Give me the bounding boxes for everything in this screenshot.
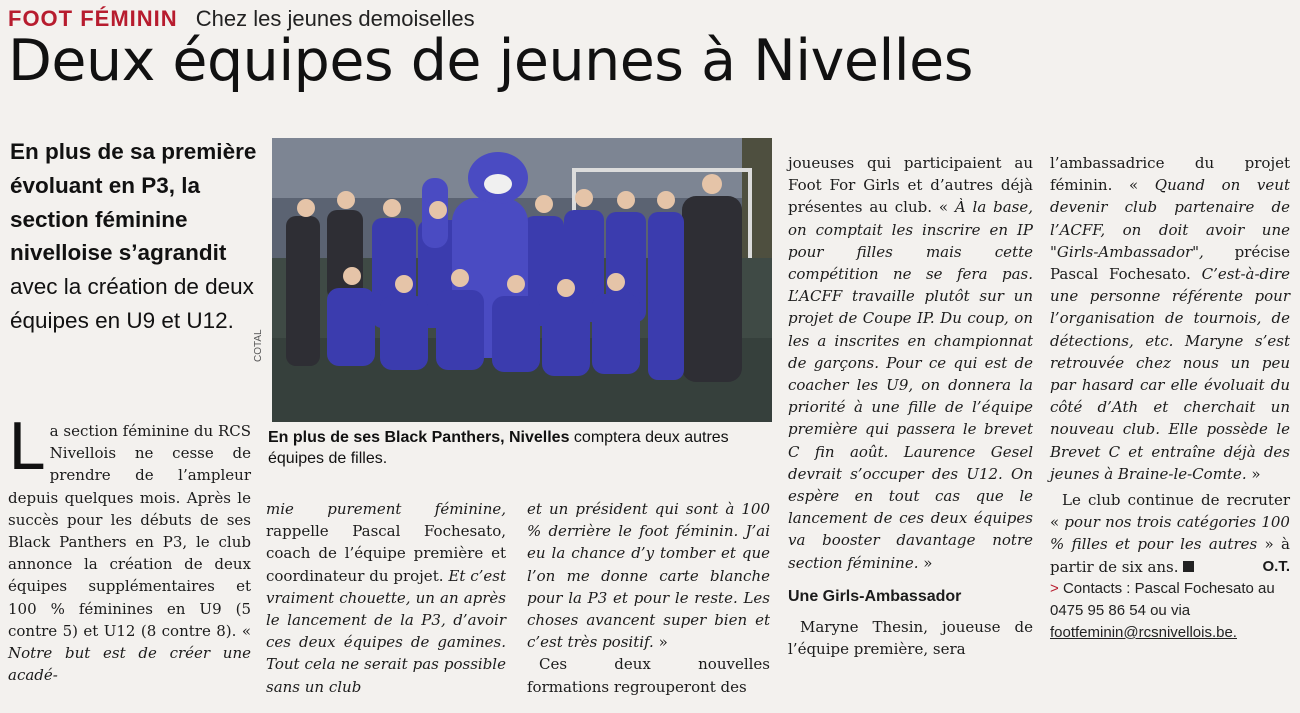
col3-para2: Ces deux nouvelles formations regrouperont des	[527, 655, 770, 696]
caption-rest: comptera deux autres équipes de filles.	[268, 429, 729, 467]
lead-rest: avec la création de deux équipes en U9 et U12.	[10, 274, 254, 333]
article-column-1	[8, 411, 251, 686]
col1-quote: Notre but est de créer une acadé-	[8, 644, 251, 685]
end-mark-icon	[1183, 561, 1194, 572]
col4-close: »	[923, 553, 933, 572]
col5-para2-quote: pour nos trois catégories 100 % filles et pour les autres	[1050, 513, 1290, 554]
col3-close: »	[658, 633, 668, 652]
rubric-label: FOOT FÉMININ	[8, 6, 178, 31]
col1-text: a section féminine du RCS Nivellois ne cesse de prendre de l’ampleur depuis quelques mois. Après le succès pour les débuts de ses Black Panthers en P3, le club annonce la création de deux équipes supplémentaires et 100 % féminines en U9 (5 contre 5) et U12 (8 contre 8). «	[8, 422, 251, 640]
photo-credit: COTAL	[253, 329, 264, 362]
lead-paragraph	[10, 135, 262, 338]
col2-quote2: Et c’est vraiment chouette, un an après le lancement de la P3, d’avoir ces deux équipes de gamines. Tout cela ne serait pas possible sans un club	[266, 566, 506, 696]
article-column-2	[266, 498, 506, 698]
col4-text: joueuses qui participaient au Foot For Girls et d’autres déjà présentes au club. «	[788, 154, 1033, 217]
subheading: Une Girls-Ambassador	[788, 587, 962, 605]
col2-attribution: rappelle Pascal Fochesato, coach de l’équipe première et coordinateur du projet.	[266, 522, 506, 585]
col5-close: »	[1251, 464, 1261, 483]
caption-bold: En plus de ses Black Panthers, Nivelles	[268, 429, 570, 446]
article-column-3	[527, 498, 770, 698]
col5-text: l’ambassadrice du projet féminin. «	[1050, 154, 1290, 195]
contact-email-link[interactable]: footfeminin@rcsnivellois.be.	[1050, 623, 1237, 641]
col5-quote2: C’est-à-dire une personne référente pour l’organisation de tournois, de détections, etc. Maryne s’est retrouvée chez nous un peu par hasard car elle évoluait du côté d’Ath et cherchait un nouveau club. Elle possède le Brevet C et entraîne déjà des jeunes à Braine-le-Comte.	[1050, 265, 1290, 483]
lead-bold: En plus de sa première évoluant en P3, la section féminine nivelloise s’agrandit	[10, 139, 257, 266]
headline: Deux équipes de jeunes à Nivelles	[8, 28, 973, 94]
contacts-box	[1050, 578, 1290, 644]
team-photo	[272, 138, 772, 422]
kicker-text: Chez les jeunes demoiselles	[195, 6, 475, 31]
col4-para2: Maryne Thesin, joueuse de l’équipe première, sera	[788, 618, 1033, 659]
col5-para2-start: Le club continue de recruter «	[1050, 491, 1290, 532]
arrow-icon: >	[1050, 579, 1059, 597]
article-column-4	[788, 152, 1033, 660]
team-photo-illustration	[272, 138, 772, 422]
drop-cap: L	[8, 411, 44, 485]
col5-para2	[1050, 489, 1290, 578]
col5-attribution: précise Pascal Fochesato.	[1050, 242, 1290, 284]
contacts-label: Contacts : Pascal Fochesato au 0475 95 86 54 ou via	[1050, 579, 1275, 619]
author-signature: O.T.	[1262, 557, 1290, 575]
col4-quote: À la base, on comptait les inscrire en IP pour filles mais cette compétition ne se fera pas. L’ACFF travaille plutôt sur un projet de Coupe IP. Du coup, on les a inscrites en championnat de garçons. Pour ce qui est de coacher les U9, on donnera la priorité à une fille de l’équipe première qui passera le brevet C fin août. Laurence Gesel devrait s’occuper des U12. On espère en tout cas que le lancement de ces deux équipes va booster davantage notre section féminine.	[788, 198, 1033, 572]
photo-caption	[268, 428, 778, 470]
col3-quote: et un président qui sont à 100 % derrière le foot féminin. J’ai eu la chance d’y tomber et que l’on me donne carte blanche pour la P3 et pour le reste. Les choses avancent super bien et c’est très positif.	[527, 500, 770, 652]
col2-quote: mie purement féminine,	[266, 500, 506, 518]
col5-quote: Quand on veut devenir club partenaire de l’ACFF, on doit avoir une "Girls-Ambassador",	[1050, 176, 1290, 261]
col5-para2-end: » à partir de six ans.	[1050, 535, 1290, 576]
article-column-5	[1050, 152, 1290, 644]
